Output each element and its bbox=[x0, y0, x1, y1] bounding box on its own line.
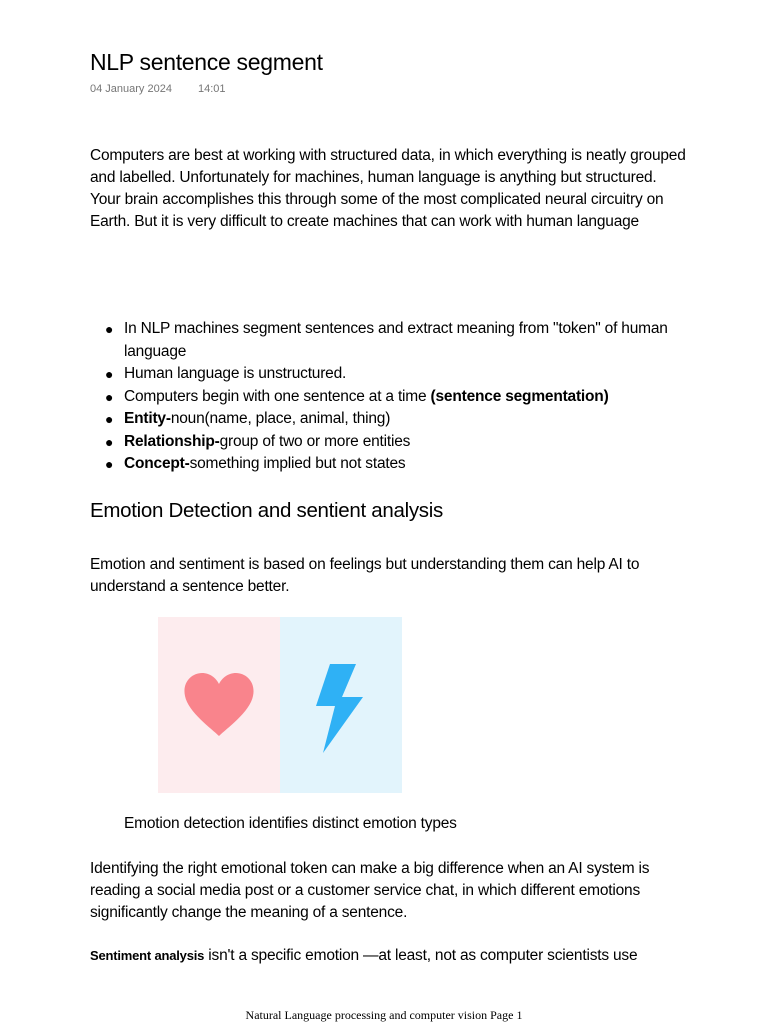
bullet-icon: ● bbox=[105, 433, 114, 450]
note-timestamp bbox=[90, 83, 225, 95]
bullet-icon: ● bbox=[105, 456, 114, 472]
list-item: ● Concept-something implied but not states bbox=[90, 453, 690, 476]
sentiment-term: Sentiment analysis bbox=[90, 948, 205, 963]
figure-caption: Emotion detection identifies distinct emotion types bbox=[124, 815, 457, 832]
section-paragraph-3: Sentiment analysis isn't a specific emotion —at least, not as computer scientists use bbox=[90, 947, 638, 964]
intro-paragraph: Computers are best at working with structured data, in which everything is neatly grouped and labelled. Unfortunately for machines, human language is anything but structured. Your brain accomplishes this through some of the most complicated neural circuitry on Earth. But it is very difficult to create machines that can work with human language bbox=[90, 147, 686, 230]
list-item: ● Human language is unstructured. bbox=[90, 363, 690, 386]
bullet-icon: ● bbox=[105, 411, 114, 427]
note-date: 04 January 2024 bbox=[90, 83, 172, 95]
list-item: ● Relationship-group of two or more entities bbox=[90, 431, 690, 454]
page-footer: Natural Language processing and computer vision Page 1 bbox=[245, 1008, 523, 1022]
lightning-bolt-icon bbox=[316, 663, 364, 753]
section-paragraph-2: Identifying the right emotional token can make a big difference when an AI system is reading a social media post or a customer service chat, in which different emotions significantly change the meaning of a sentence. bbox=[90, 860, 650, 921]
emotion-figure bbox=[158, 617, 402, 793]
bullet-icon: ● bbox=[105, 366, 114, 382]
section-heading: Emotion Detection and sentient analysis bbox=[90, 499, 443, 522]
bullet-icon: ● bbox=[105, 388, 114, 405]
list-item: ● Entity-noun(name, place, animal, thing) bbox=[90, 408, 690, 431]
bullet-icon: ● bbox=[105, 321, 114, 337]
note-time: 14:01 bbox=[197, 83, 226, 95]
heart-panel bbox=[158, 617, 280, 793]
bullet-list bbox=[90, 318, 690, 476]
section-paragraph: Emotion and sentiment is based on feelings but understanding them can help AI to understand a sentence better. bbox=[90, 556, 640, 595]
lightning-panel bbox=[280, 617, 402, 793]
page-title: NLP sentence segment bbox=[90, 49, 323, 75]
list-item: ● In NLP machines segment sentences and extract meaning from "token" of human language bbox=[105, 320, 668, 360]
heart-icon bbox=[182, 672, 256, 738]
list-item: ● Computers begin with one sentence at a time (sentence segmentation) bbox=[90, 386, 690, 409]
